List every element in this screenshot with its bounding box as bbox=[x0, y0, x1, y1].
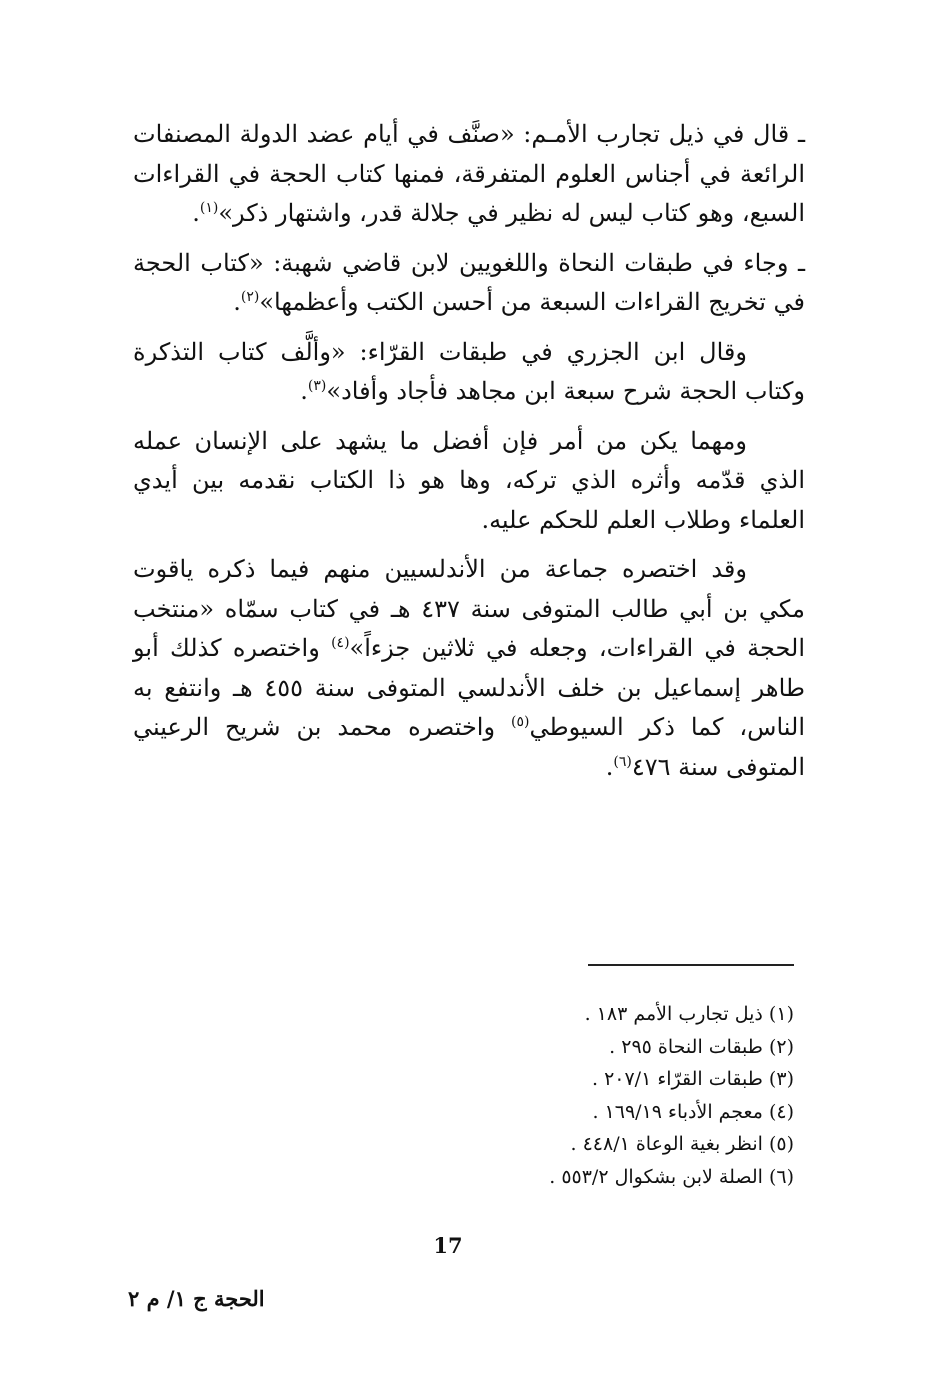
main-text bbox=[133, 115, 805, 797]
paragraph-2: ـ وجاء في طبقات النحاة واللغويين لابن قاضي شهبة: «كتاب الحجة في تخريج القراءات السبعة من أحسن الكتب وأعظمها»$^{(٢)}$. bbox=[133, 248, 805, 316]
footnote-ref-3: (٣) bbox=[307, 378, 327, 394]
footnote-1: (١) ذيل تجارب الأمم ١٨٣ . bbox=[584, 1003, 794, 1025]
page-number: 17 bbox=[433, 1233, 463, 1258]
footnote-2: (٢) طبقات النحاة ٢٩٥ . bbox=[609, 1035, 794, 1058]
footnote-6: (٦) الصلة لابن بشكوال ٥٥٣/٢ . bbox=[549, 1165, 794, 1188]
footnote-ref-4: (٤) bbox=[331, 635, 350, 651]
footnote-ref-5: (٥) bbox=[511, 714, 530, 730]
paragraph-1: ـ قال في ذيل تجارب الأمـم: «صنَّف في أيام عضد الدولة المصنفات الرائعة في أجناس العلوم المتفرقة، فمنها كتاب الحجة في القراءات السبع، وهو كتاب ليس له نظير في جلالة قدر، واشتهار ذكر»$^{(١)}$. bbox=[133, 120, 805, 227]
footnote-ref-1: (١) bbox=[199, 200, 219, 216]
footnote-5: (٥) انظر بغية الوعاة ٤٤٨/١ . bbox=[570, 1133, 794, 1155]
footnote-3: (٣) طبقات القرّاء ٢٠٧/١ . bbox=[591, 1068, 794, 1090]
printer-signature: الحجة ج ١/ م ٢ bbox=[128, 1286, 265, 1311]
footnote-ref-2: (٢) bbox=[240, 289, 260, 305]
footnote-separator bbox=[588, 964, 794, 966]
paragraph-5: وقد اختصره جماعة من الأندلسيين منهم فيما ذكره ياقوت مكي بن أبي طالب المتوفى سنة ٤٣٧ هـ في كتاب سمّاه «منتخب الحجة في القراءات، وجعله في ثلاثين جزءاً»$^{(٤)}$ واختصره كذلك أبو طاهر إسماعيل بن خلف الأندلسي المتوفى سنة ٤٥٥ هـ وانتفع به الناس، كما ذكر السيوطي$^{(٥)}$ واختصره محمد بن شريح الرعيني المتوفى سنة ٤٧٦$^{(٦)}$. bbox=[133, 555, 806, 781]
paragraph-4: ومهما يكن من أمر فإن أفضل ما يشهد على الإنسان عمله الذي قدّمه وأثره الذي تركه، وها هو ذا الكتاب نقدمه بين أيدي العلماء وطلاب العلم للحكم عليه. bbox=[133, 426, 805, 534]
paragraph-3: وقال ابن الجزري في طبقات القرّاء: «وألَّف كتاب التذكرة وكتاب الحجة شرح سبعة ابن مجاهد فأجاد وأفاد»$^{(٣)}$. bbox=[133, 337, 805, 405]
footnote-ref-6: (٦) bbox=[613, 753, 632, 770]
footnotes bbox=[400, 998, 794, 1193]
footnote-4: (٤) معجم الأدباء ١٦٩/١٩ . bbox=[592, 1100, 794, 1123]
